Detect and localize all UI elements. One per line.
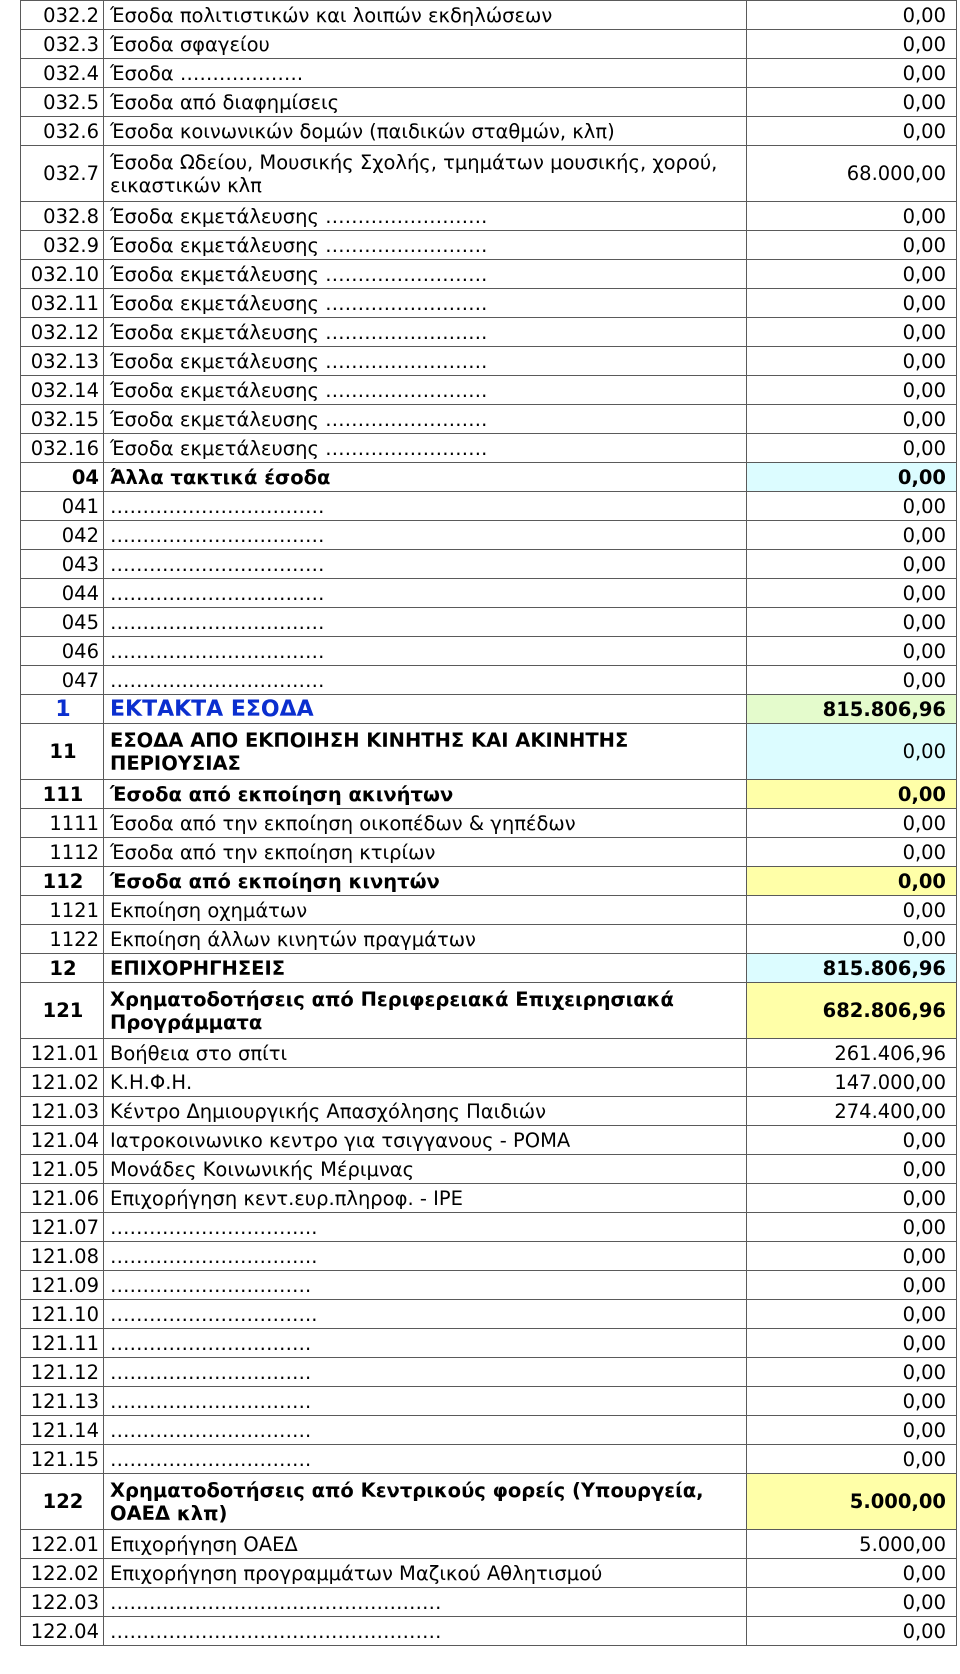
row-description: Έσοδα ………………. xyxy=(104,59,747,88)
table-row xyxy=(21,434,957,463)
row-code: 121.05 xyxy=(21,1155,104,1184)
section-row xyxy=(21,724,957,780)
table-row xyxy=(21,289,957,318)
row-code: 032.15 xyxy=(21,405,104,434)
table-row xyxy=(21,1,957,30)
row-description: ΕΣΟΔΑ ΑΠΟ ΕΚΠΟΙΗΣΗ ΚΙΝΗΤΗΣ ΚΑΙ ΑΚΙΝΗΤΗΣ ΠΕΡΙΟΥΣΙΑΣ xyxy=(104,724,747,780)
row-description: Επιχορήγηση ΟΑΕΔ xyxy=(104,1530,747,1559)
row-code: 032.2 xyxy=(21,1,104,30)
row-description: Χρηματοδοτήσεις από Κεντρικούς φορείς (Υπουργεία, ΟΑΕΔ κλπ) xyxy=(104,1474,747,1530)
row-description: …………………………… xyxy=(104,550,747,579)
table-row xyxy=(21,1300,957,1329)
table-row xyxy=(21,146,957,202)
row-amount: 274.400,00 xyxy=(747,1097,957,1126)
row-description: Έσοδα εκμετάλευσης ……………………. xyxy=(104,347,747,376)
row-amount: 0,00 xyxy=(747,1559,957,1588)
row-code: 04 xyxy=(21,463,104,492)
row-amount: 815.806,96 xyxy=(747,695,957,724)
table-row xyxy=(21,809,957,838)
row-code: 041 xyxy=(21,492,104,521)
row-amount: 0,00 xyxy=(747,1213,957,1242)
row-amount: 0,00 xyxy=(747,30,957,59)
table-row xyxy=(21,260,957,289)
table-row xyxy=(21,117,957,146)
row-description: Εκποίηση άλλων κινητών πραγμάτων xyxy=(104,925,747,954)
row-code: 121.07 xyxy=(21,1213,104,1242)
table-row xyxy=(21,1242,957,1271)
section-row xyxy=(21,983,957,1039)
row-code: 032.10 xyxy=(21,260,104,289)
row-code: 122 xyxy=(21,1474,104,1530)
row-amount: 0,00 xyxy=(747,1617,957,1646)
row-amount: 0,00 xyxy=(747,521,957,550)
row-description: …………………………. xyxy=(104,1271,747,1300)
row-amount: 0,00 xyxy=(747,260,957,289)
table-row xyxy=(21,579,957,608)
row-description: Χρηματοδοτήσεις από Περιφερειακά Επιχειρησιακά Προγράμματα xyxy=(104,983,747,1039)
row-description: Έσοδα εκμετάλευσης ……………………. xyxy=(104,260,747,289)
table-row xyxy=(21,1126,957,1155)
row-amount: 0,00 xyxy=(747,1,957,30)
table-row xyxy=(21,1184,957,1213)
row-amount: 0,00 xyxy=(747,1329,957,1358)
row-amount: 0,00 xyxy=(747,896,957,925)
row-code: 1 xyxy=(21,695,104,724)
row-description: …………………………. xyxy=(104,1387,747,1416)
row-description: Βοήθεια στο σπίτι xyxy=(104,1039,747,1068)
row-amount: 0,00 xyxy=(747,1588,957,1617)
table-row xyxy=(21,1416,957,1445)
row-description: …………………………………………… xyxy=(104,1588,747,1617)
row-amount: 0,00 xyxy=(747,59,957,88)
row-description: ………………………….. xyxy=(104,1300,747,1329)
row-amount: 682.806,96 xyxy=(747,983,957,1039)
table-row xyxy=(21,1358,957,1387)
row-description: …………………………………………… xyxy=(104,1617,747,1646)
table-row xyxy=(21,405,957,434)
row-description: ΕΚΤΑΚΤΑ ΕΣΟΔΑ xyxy=(104,695,747,724)
row-code: 032.6 xyxy=(21,117,104,146)
table-row xyxy=(21,637,957,666)
table-row xyxy=(21,88,957,117)
row-description: Έσοδα Ωδείου, Μουσικής Σχολής, τμημάτων μουσικής, χορού, εικαστικών κλπ xyxy=(104,146,747,202)
row-code: 032.5 xyxy=(21,88,104,117)
row-description: Έσοδα εκμετάλευσης ……………………. xyxy=(104,231,747,260)
row-description: ………………………….. xyxy=(104,1242,747,1271)
row-code: 121.04 xyxy=(21,1126,104,1155)
row-amount: 0,00 xyxy=(747,202,957,231)
row-description: …………………………… xyxy=(104,666,747,695)
row-code: 046 xyxy=(21,637,104,666)
row-code: 032.12 xyxy=(21,318,104,347)
row-description: Έσοδα από διαφημίσεις xyxy=(104,88,747,117)
row-amount: 0,00 xyxy=(747,1387,957,1416)
table-row xyxy=(21,376,957,405)
table-row xyxy=(21,896,957,925)
row-description: …………………………. xyxy=(104,1329,747,1358)
row-code: 032.7 xyxy=(21,146,104,202)
row-description: …………………………… xyxy=(104,492,747,521)
row-code: 032.4 xyxy=(21,59,104,88)
row-amount: 0,00 xyxy=(747,1242,957,1271)
row-amount: 0,00 xyxy=(747,117,957,146)
table-row xyxy=(21,1097,957,1126)
table-row xyxy=(21,1068,957,1097)
table-row xyxy=(21,1530,957,1559)
row-description: Έσοδα από εκποίηση ακινήτων xyxy=(104,780,747,809)
table-row xyxy=(21,1617,957,1646)
row-amount: 68.000,00 xyxy=(747,146,957,202)
row-code: 121.03 xyxy=(21,1097,104,1126)
row-code: 122.02 xyxy=(21,1559,104,1588)
table-row xyxy=(21,318,957,347)
row-description: …………………………. xyxy=(104,1416,747,1445)
row-description: Μονάδες Κοινωνικής Μέριμνας xyxy=(104,1155,747,1184)
row-amount: 0,00 xyxy=(747,1300,957,1329)
table-row xyxy=(21,1559,957,1588)
row-code: 121 xyxy=(21,983,104,1039)
row-description: Επιχορήγηση προγραμμάτων Μαζικού Αθλητισμού xyxy=(104,1559,747,1588)
row-code: 1121 xyxy=(21,896,104,925)
row-description: ………………………….. xyxy=(104,1213,747,1242)
row-code: 045 xyxy=(21,608,104,637)
row-description: Άλλα τακτικά έσοδα xyxy=(104,463,747,492)
row-code: 121.08 xyxy=(21,1242,104,1271)
row-description: Έσοδα εκμετάλευσης ……………………. xyxy=(104,318,747,347)
row-code: 032.16 xyxy=(21,434,104,463)
row-code: 043 xyxy=(21,550,104,579)
row-amount: 0,00 xyxy=(747,608,957,637)
row-amount: 0,00 xyxy=(747,1445,957,1474)
row-amount: 261.406,96 xyxy=(747,1039,957,1068)
row-amount: 0,00 xyxy=(747,88,957,117)
row-amount: 0,00 xyxy=(747,463,957,492)
row-amount: 0,00 xyxy=(747,637,957,666)
row-description: Έσοδα πολιτιστικών και λοιπών εκδηλώσεων xyxy=(104,1,747,30)
row-description: …………………………. xyxy=(104,1358,747,1387)
row-description: Έσοδα σφαγείου xyxy=(104,30,747,59)
row-code: 032.9 xyxy=(21,231,104,260)
row-code: 032.11 xyxy=(21,289,104,318)
row-code: 122.03 xyxy=(21,1588,104,1617)
row-amount: 0,00 xyxy=(747,867,957,896)
table-row xyxy=(21,1213,957,1242)
row-amount: 0,00 xyxy=(747,231,957,260)
row-amount: 0,00 xyxy=(747,780,957,809)
row-code: 12 xyxy=(21,954,104,983)
row-amount: 0,00 xyxy=(747,1358,957,1387)
table-row xyxy=(21,1039,957,1068)
row-description: Έσοδα από την εκποίηση κτιρίων xyxy=(104,838,747,867)
row-description: Έσοδα κοινωνικών δομών (παιδικών σταθμών, κλπ) xyxy=(104,117,747,146)
row-amount: 0,00 xyxy=(747,289,957,318)
row-description: Έσοδα εκμετάλευσης ……………………. xyxy=(104,202,747,231)
row-code: 121.09 xyxy=(21,1271,104,1300)
row-code: 032.8 xyxy=(21,202,104,231)
row-description: Εκποίηση οχημάτων xyxy=(104,896,747,925)
row-code: 1122 xyxy=(21,925,104,954)
row-description: Έσοδα εκμετάλευσης ……………………. xyxy=(104,376,747,405)
row-code: 121.15 xyxy=(21,1445,104,1474)
table-row xyxy=(21,608,957,637)
section-row xyxy=(21,780,957,809)
table-row xyxy=(21,550,957,579)
row-amount: 0,00 xyxy=(747,434,957,463)
row-amount: 0,00 xyxy=(747,347,957,376)
table-row xyxy=(21,925,957,954)
row-amount: 0,00 xyxy=(747,666,957,695)
row-amount: 0,00 xyxy=(747,925,957,954)
row-description: …………………………. xyxy=(104,1445,747,1474)
row-description: Έσοδα από εκποίηση κινητών xyxy=(104,867,747,896)
row-code: 122.01 xyxy=(21,1530,104,1559)
section-row xyxy=(21,1474,957,1530)
row-amount: 5.000,00 xyxy=(747,1530,957,1559)
table-row xyxy=(21,59,957,88)
major-section-row xyxy=(21,695,957,724)
row-code: 121.11 xyxy=(21,1329,104,1358)
section-row xyxy=(21,867,957,896)
section-row xyxy=(21,463,957,492)
row-description: ΕΠΙΧΟΡΗΓΗΣΕΙΣ xyxy=(104,954,747,983)
row-code: 1111 xyxy=(21,809,104,838)
table-row xyxy=(21,1588,957,1617)
table-row xyxy=(21,347,957,376)
row-code: 121.02 xyxy=(21,1068,104,1097)
row-code: 121.10 xyxy=(21,1300,104,1329)
row-code: 1112 xyxy=(21,838,104,867)
row-code: 11 xyxy=(21,724,104,780)
row-amount: 0,00 xyxy=(747,838,957,867)
row-code: 121.06 xyxy=(21,1184,104,1213)
row-code: 121.01 xyxy=(21,1039,104,1068)
table-row xyxy=(21,1387,957,1416)
table-row xyxy=(21,30,957,59)
row-code: 032.14 xyxy=(21,376,104,405)
table-row xyxy=(21,202,957,231)
row-code: 032.3 xyxy=(21,30,104,59)
section-row xyxy=(21,954,957,983)
row-description: …………………………… xyxy=(104,579,747,608)
row-description: Κ.Η.Φ.Η. xyxy=(104,1068,747,1097)
row-amount: 0,00 xyxy=(747,318,957,347)
row-amount: 815.806,96 xyxy=(747,954,957,983)
table-row xyxy=(21,521,957,550)
row-description: …………………………… xyxy=(104,521,747,550)
row-code: 122.04 xyxy=(21,1617,104,1646)
row-amount: 0,00 xyxy=(747,1271,957,1300)
row-description: Έσοδα εκμετάλευσης ……………………. xyxy=(104,289,747,318)
row-amount: 0,00 xyxy=(747,1155,957,1184)
row-description: …………………………… xyxy=(104,637,747,666)
table-row xyxy=(21,838,957,867)
row-code: 112 xyxy=(21,867,104,896)
row-description: …………………………… xyxy=(104,608,747,637)
table-row xyxy=(21,666,957,695)
table-row xyxy=(21,1155,957,1184)
revenue-budget-table xyxy=(20,0,957,1646)
row-code: 044 xyxy=(21,579,104,608)
row-code: 111 xyxy=(21,780,104,809)
row-amount: 0,00 xyxy=(747,579,957,608)
table-row xyxy=(21,231,957,260)
row-code: 047 xyxy=(21,666,104,695)
row-code: 121.14 xyxy=(21,1416,104,1445)
row-amount: 0,00 xyxy=(747,1126,957,1155)
row-code: 121.12 xyxy=(21,1358,104,1387)
row-code: 121.13 xyxy=(21,1387,104,1416)
row-amount: 5.000,00 xyxy=(747,1474,957,1530)
row-code: 042 xyxy=(21,521,104,550)
row-amount: 0,00 xyxy=(747,376,957,405)
row-amount: 0,00 xyxy=(747,1184,957,1213)
table-row xyxy=(21,492,957,521)
row-description: Ιατροκοινωνικο κεντρο για τσιγγανους - ΡΟΜΑ xyxy=(104,1126,747,1155)
row-amount: 0,00 xyxy=(747,1416,957,1445)
table-row xyxy=(21,1271,957,1300)
row-description: Έσοδα εκμετάλευσης ……………………. xyxy=(104,434,747,463)
table-row xyxy=(21,1329,957,1358)
row-amount: 0,00 xyxy=(747,809,957,838)
row-amount: 0,00 xyxy=(747,724,957,780)
row-amount: 0,00 xyxy=(747,405,957,434)
row-amount: 147.000,00 xyxy=(747,1068,957,1097)
row-code: 032.13 xyxy=(21,347,104,376)
row-description: Έσοδα από την εκποίηση οικοπέδων & γηπέδων xyxy=(104,809,747,838)
row-description: Κέντρο Δημιουργικής Απασχόλησης Παιδιών xyxy=(104,1097,747,1126)
row-description: Επιχορήγηση κεντ.ευρ.πληροφ. - IPE xyxy=(104,1184,747,1213)
table-row xyxy=(21,1445,957,1474)
row-amount: 0,00 xyxy=(747,492,957,521)
row-amount: 0,00 xyxy=(747,550,957,579)
row-description: Έσοδα εκμετάλευσης ……………………. xyxy=(104,405,747,434)
